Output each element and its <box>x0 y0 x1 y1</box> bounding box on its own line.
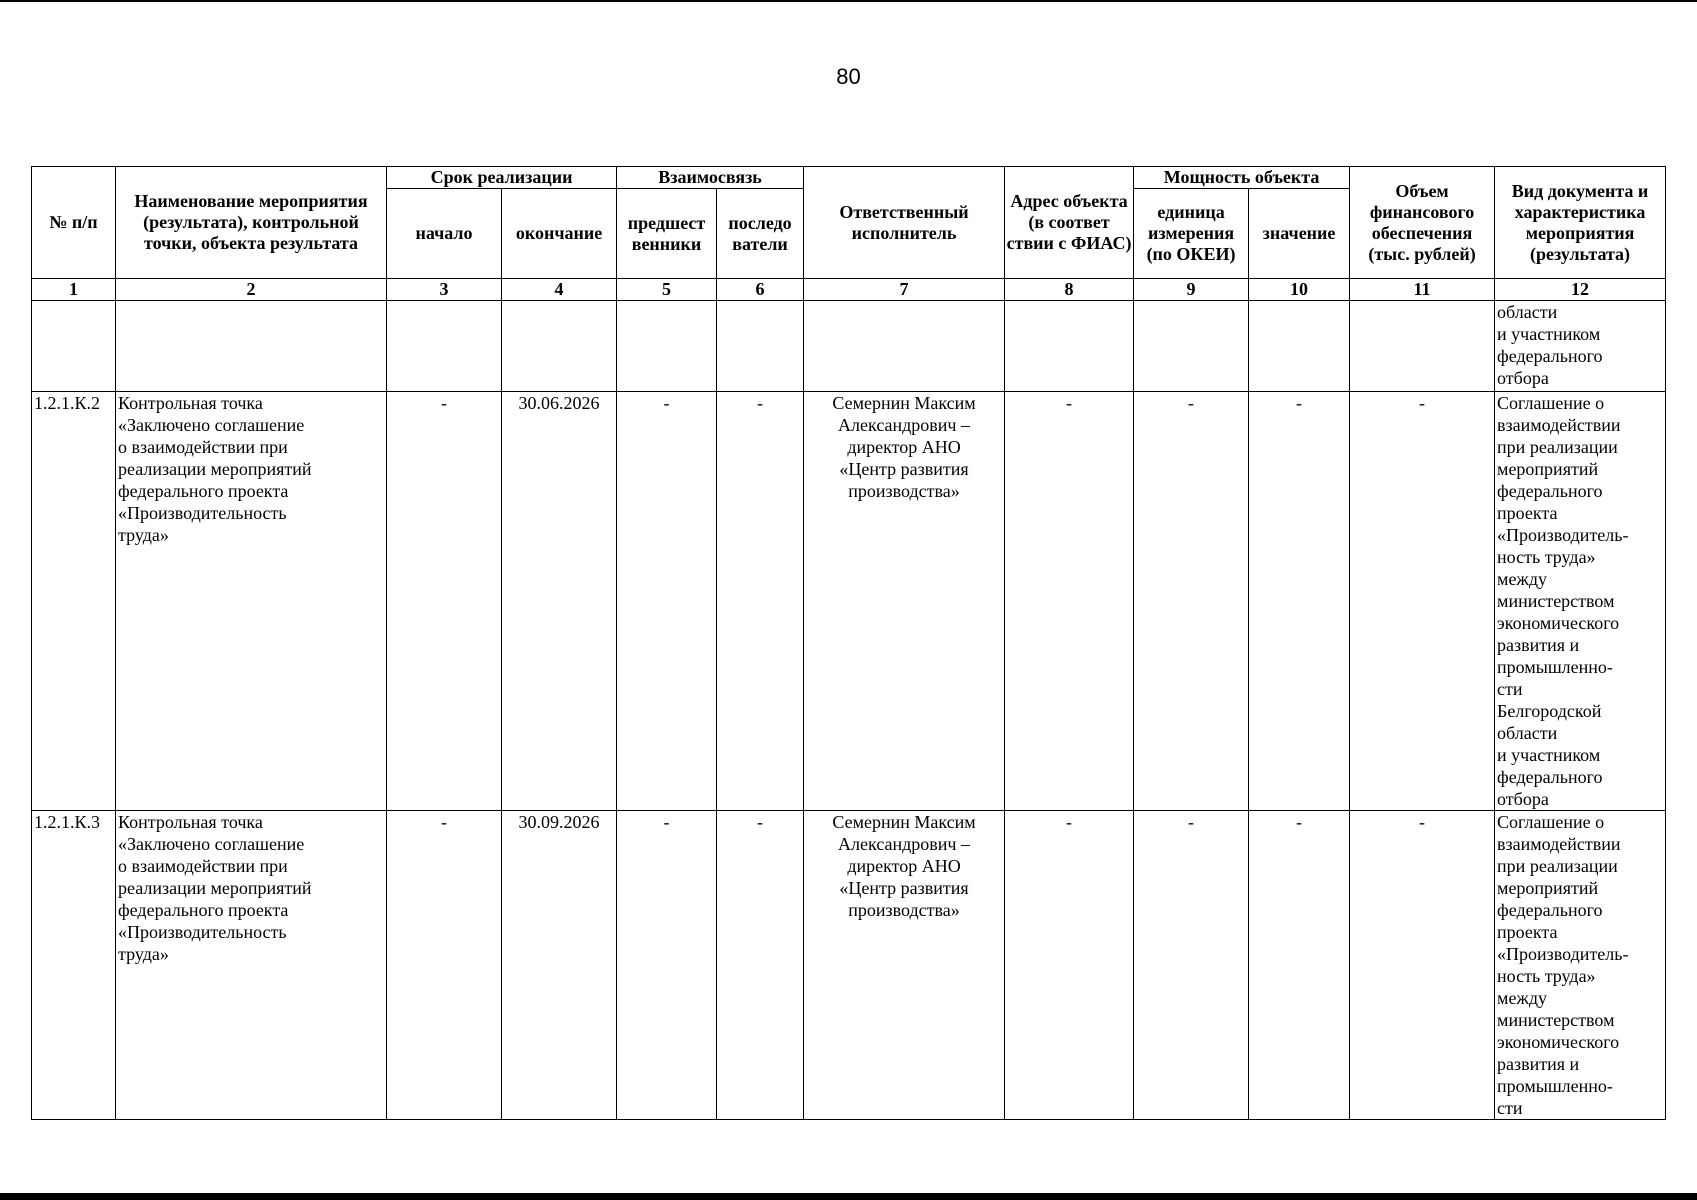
row-unit-cell: - <box>1134 392 1249 811</box>
header-responsible: Ответственный исполнитель <box>804 167 1005 279</box>
column-number: 1 <box>32 279 116 301</box>
empty-cell <box>1350 301 1495 392</box>
row-num-cell: 1.2.1.К.3 <box>32 811 116 1120</box>
row-doc-cell: Соглашение о взаимодействии при реализации мероприятий федерального проекта «Производитель- ность труда» между министерством экономического развития и промышленно- сти Белгородской области и участником федерального отбора <box>1495 392 1666 811</box>
empty-cell <box>116 301 387 392</box>
header-unit: единица измерения (по ОКЕИ) <box>1134 189 1249 279</box>
column-number: 5 <box>617 279 717 301</box>
header-term-end: окончание <box>502 189 617 279</box>
row-value-cell: - <box>1249 811 1350 1120</box>
continuation-row <box>32 301 1666 392</box>
header-term: Срок реализации <box>387 167 617 189</box>
empty-cell <box>617 301 717 392</box>
column-number: 8 <box>1005 279 1134 301</box>
plan-table <box>31 166 1666 1120</box>
header-capacity: Мощность объекта <box>1134 167 1350 189</box>
empty-cell <box>387 301 502 392</box>
row-start-cell: - <box>387 392 502 811</box>
bottom-border-line <box>0 1193 1697 1200</box>
header-address: Адрес объекта (в соответ ствии с ФИАС) <box>1005 167 1134 279</box>
header-funding: Объем финансового обеспечения (тыс. рублей) <box>1350 167 1495 279</box>
empty-cell <box>717 301 804 392</box>
header-link-next: последо ватели <box>717 189 804 279</box>
empty-cell <box>1134 301 1249 392</box>
empty-cell <box>1249 301 1350 392</box>
row-prev-cell: - <box>617 392 717 811</box>
table-row <box>32 392 1666 811</box>
empty-cell <box>1005 301 1134 392</box>
row-end-cell: 30.06.2026 <box>502 392 617 811</box>
row-address-cell: - <box>1005 811 1134 1120</box>
row-name-cell: Контрольная точка «Заключено соглашение о взаимодействии при реализации мероприятий федерального проекта «Производительность труда» <box>116 811 387 1120</box>
row-doc-cell: Соглашение о взаимодействии при реализации мероприятий федерального проекта «Производитель- ность труда» между министерством экономического развития и промышленно- сти <box>1495 811 1666 1120</box>
column-number: 4 <box>502 279 617 301</box>
empty-cell <box>502 301 617 392</box>
doc-continuation-cell: области и участником федерального отбора <box>1495 301 1666 392</box>
header-link: Взаимосвязь <box>617 167 804 189</box>
column-number: 11 <box>1350 279 1495 301</box>
row-num-cell: 1.2.1.К.2 <box>32 392 116 811</box>
column-number: 10 <box>1249 279 1350 301</box>
column-number: 7 <box>804 279 1005 301</box>
column-number: 2 <box>116 279 387 301</box>
column-number: 6 <box>717 279 804 301</box>
row-unit-cell: - <box>1134 811 1249 1120</box>
empty-cell <box>32 301 116 392</box>
row-funding-cell: - <box>1350 811 1495 1120</box>
row-value-cell: - <box>1249 392 1350 811</box>
top-border-line <box>0 0 1697 2</box>
header-value: значение <box>1249 189 1350 279</box>
row-funding-cell: - <box>1350 392 1495 811</box>
header-term-start: начало <box>387 189 502 279</box>
row-responsible-cell: Семернин Максим Александрович – директор АНО «Центр развития производства» <box>804 811 1005 1120</box>
row-responsible-cell: Семернин Максим Александрович – директор АНО «Центр развития производства» <box>804 392 1005 811</box>
row-next-cell: - <box>717 392 804 811</box>
row-start-cell: - <box>387 811 502 1120</box>
row-prev-cell: - <box>617 811 717 1120</box>
column-number: 9 <box>1134 279 1249 301</box>
column-number: 3 <box>387 279 502 301</box>
row-address-cell: - <box>1005 392 1134 811</box>
header-doc: Вид документа и характеристика мероприятия (результата) <box>1495 167 1666 279</box>
header-name: Наименование мероприятия (результата), контрольной точки, объекта результата <box>116 167 387 279</box>
row-next-cell: - <box>717 811 804 1120</box>
row-name-cell: Контрольная точка «Заключено соглашение о взаимодействии при реализации мероприятий федерального проекта «Производительность труда» <box>116 392 387 811</box>
table-row <box>32 811 1666 1120</box>
page-number: 80 <box>836 64 861 89</box>
row-end-cell: 30.09.2026 <box>502 811 617 1120</box>
header-num: № п/п <box>32 167 116 279</box>
column-number-row <box>32 279 1666 301</box>
column-number: 12 <box>1495 279 1666 301</box>
empty-cell <box>804 301 1005 392</box>
header-link-prev: предшест венники <box>617 189 717 279</box>
